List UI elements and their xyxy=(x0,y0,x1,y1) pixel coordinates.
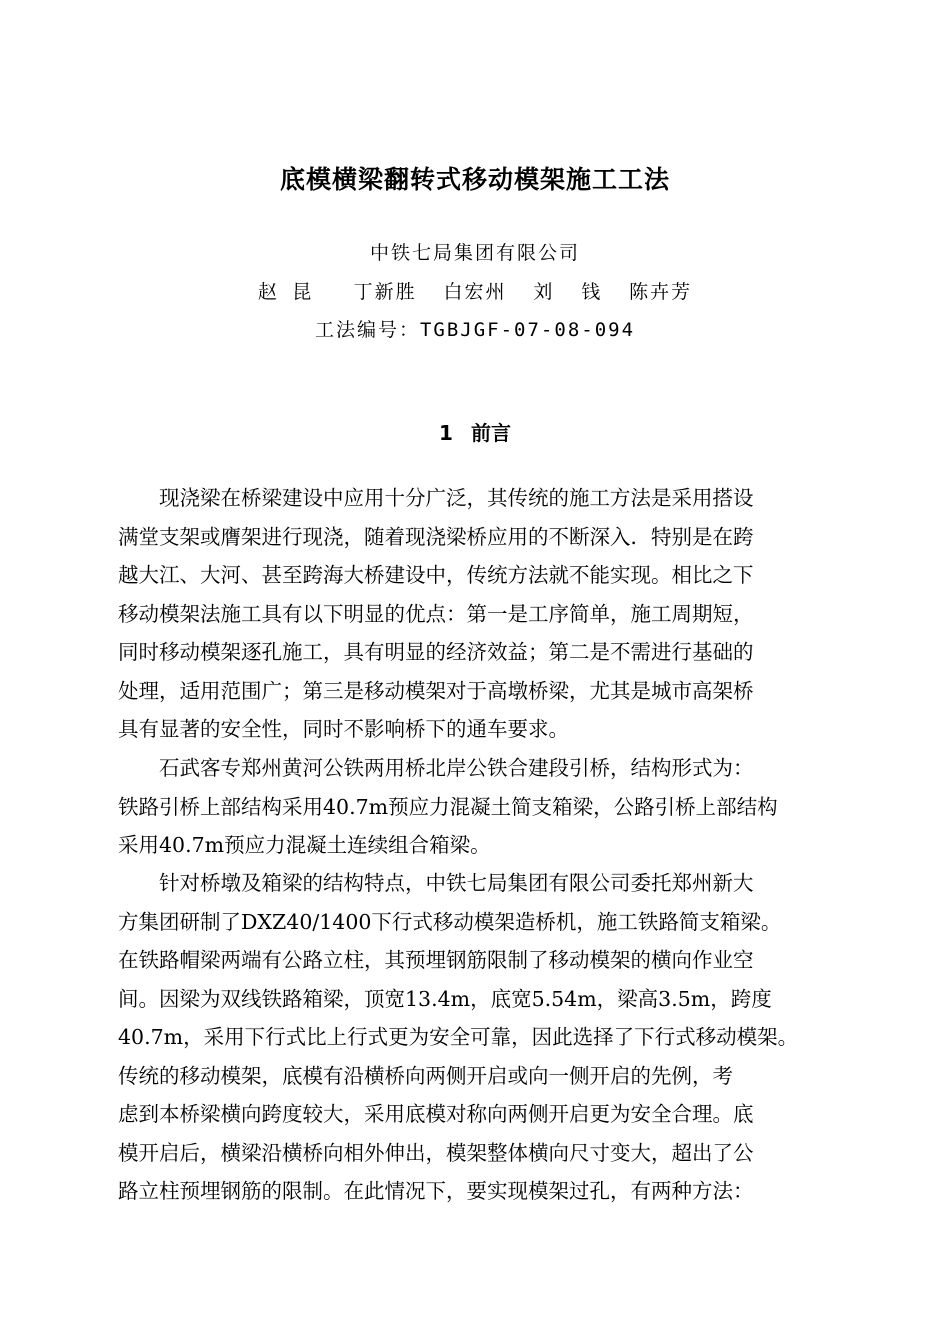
section-number: 1 xyxy=(439,421,453,445)
paragraph-line: 石武客专郑州黄河公铁两用桥北岸公铁合建段引桥，结构形式为： xyxy=(118,756,754,780)
paragraph-line: 针对桥墩及箱梁的结构特点，中铁七局集团有限公司委托郑州新大 xyxy=(118,871,754,895)
paragraph-line: 传统的移动模架，底模有沿横桥向两侧开启或向一侧开启的先例，考 xyxy=(118,1063,733,1088)
paragraph xyxy=(118,864,838,1211)
authors: 赵 昆 丁新胜 白宏州 刘 钱 陈卉芳 xyxy=(257,281,693,303)
paragraph-line: 在铁路帽梁两端有公路立柱，其预埋钢筋限制了移动模架的横向作业空 xyxy=(118,948,754,972)
section-title: 前言 xyxy=(470,421,511,445)
paragraph-line: 间。因梁为双线铁路箱梁，顶宽13.4m，底宽5.54m，梁高3.5m，跨度 xyxy=(118,986,772,1011)
paragraph xyxy=(118,749,838,865)
paragraph-line: 铁路引桥上部结构采用40.7m预应力混凝土简支箱梁，公路引桥上部结构 xyxy=(118,794,778,819)
method-code: 工法编号：TGBJGF-07-08-094 xyxy=(314,319,636,341)
organization: 中铁七局集团有限公司 xyxy=(369,242,580,264)
paragraph-line: 满堂支架或膺架进行现浇，随着现浇梁桥应用的不断深入．特别是在跨 xyxy=(118,524,754,549)
paragraph-line: 采用40.7m预应力混凝土连续组合箱梁。 xyxy=(118,833,491,857)
paragraph-line: 40.7m，采用下行式比上行式更为安全可靠，因此选择了下行式移动模架。 xyxy=(118,1025,799,1049)
paragraph-line: 虑到本桥梁横向跨度较大，采用底模对称向两侧开启更为安全合理。底 xyxy=(118,1102,754,1126)
paragraph-line: 路立柱预埋钢筋的限制。在此情况下，要实现模架过孔，有两种方法： xyxy=(118,1179,754,1203)
paragraph-line: 模开启后，横梁沿横桥向相外伸出，模架整体横向尺寸变大，超出了公 xyxy=(118,1140,754,1165)
section-heading xyxy=(0,418,950,448)
paragraph-line: 越大江、大河、甚至跨海大桥建设中，传统方法就不能实现。相比之下 xyxy=(118,563,754,587)
paragraph-line: 移动模架法施工具有以下明显的优点：第一是工序简单，施工周期短， xyxy=(118,601,754,626)
paragraph-line: 处理，适用范围广；第三是移动模架对于高墩桥梁，尤其是城市高架桥 xyxy=(118,678,754,703)
paragraph xyxy=(118,479,838,749)
paragraph-line: 具有显著的安全性，同时不影响桥下的通车要求。 xyxy=(118,717,569,741)
paragraph-line: 同时移动模架逐孔施工，具有明显的经济效益；第二是不需进行基础的 xyxy=(118,640,754,664)
paragraph-line: 现浇梁在桥梁建设中应用十分广泛，其传统的施工方法是采用搭设 xyxy=(118,486,754,510)
paragraph-line: 方集团研制了DXZ40/1400下行式移动模架造桥机，施工铁路简支箱梁。 xyxy=(118,909,782,934)
document-title: 底模横梁翻转式移动模架施工工法 xyxy=(279,165,670,194)
